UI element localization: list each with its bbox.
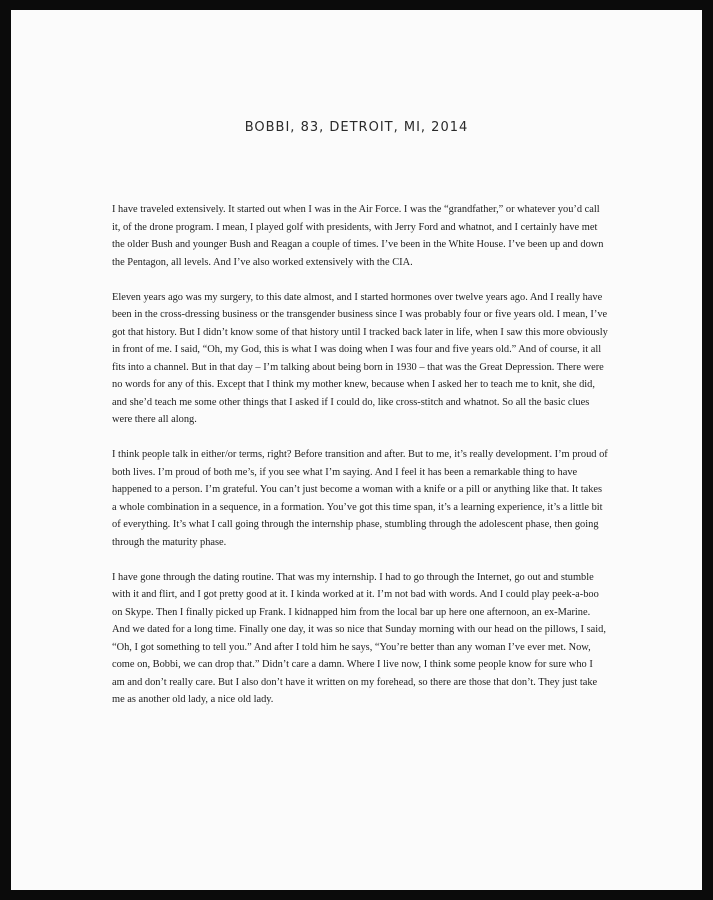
body-text [112,201,608,726]
page-title: BOBBI, 83, DETROIT, MI, 2014 [244,120,469,135]
paragraph-4: I have gone through the dating routine. That was my internship. I had to go through the Internet, go out and stumble with it and flirt, and I got pretty good at it. I kinda worked at it. I’m not bad with words. And I could play peek-a-boo on Skype. Then I finally picked up Frank. I kidnapped him from the local bar up here one afternoon, an ex-Marine. And we dated for a long time. Finally one day, it was so nice that Sunday morning with our head on the pillows, I said, “Oh, I got something to tell you.” And after I told him he says, “You’re better than any woman I’ve ever met. Now, come on, Bobbi, we can drop that.” Didn’t care a damn. Where I live now, I think some people know for sure who I am and don’t really care. But I also don’t have it written on my forehead, so there are those that don’t. They just take me as another old lady, a nice old lady. [112,571,606,705]
paragraph-1: I have traveled extensively. It started out when I was in the Air Force. I was the “grandfather,” or whatever you’d call it, of the drone program. I mean, I played golf with presidents, with Jerry Ford and whatnot, and I certainly have met the older Bush and younger Bush and Reagan a couple of times. I’ve been in the White House. I’ve been up and down the Pentagon, all levels. And I’ve also worked extensively with the CIA. [112,204,604,268]
paper-sheet [11,10,702,890]
paragraph-2: Eleven years ago was my surgery, to this date almost, and I started hormones over twelve years ago. And I really have been in the cross-dressing business or the transgender business since I was probably four or five years old. I mean, I’ve got that history. But I didn’t know some of that history until I tracked back later in life, when I saw this more obviously in front of me. I said, “Oh, my God, this is what I was doing when I was four and five years old.” And of course, it all fits into a channel. But in that day – I’m talking about being born in 1930 – that was the Great Depression. There were no words for any of this. Except that I think my mother knew, because when I asked her to teach me to knit, she did, and she’d teach me some other things that I asked if I could do, like cross-stitch and whatnot. So all the basic clues were there all along. [112,291,608,425]
paragraph-3: I think people talk in either/or terms, right? Before transition and after. But to me, it’s really development. I’m proud of both lives. I’m proud of both me’s, if you see what I’m saying. And I feel it has been a remarkable thing to have happened to a person. I’m grateful. You can’t just become a woman with a knife or a pill or anything like that. It takes a whole combination in a sequence, in a formation. You’ve got this time span, it’s a learning experience, it’s a little bit of everything. It’s what I call going through the internship phase, stumbling through the adolescent phase, then going through the maturity phase. [112,449,608,548]
